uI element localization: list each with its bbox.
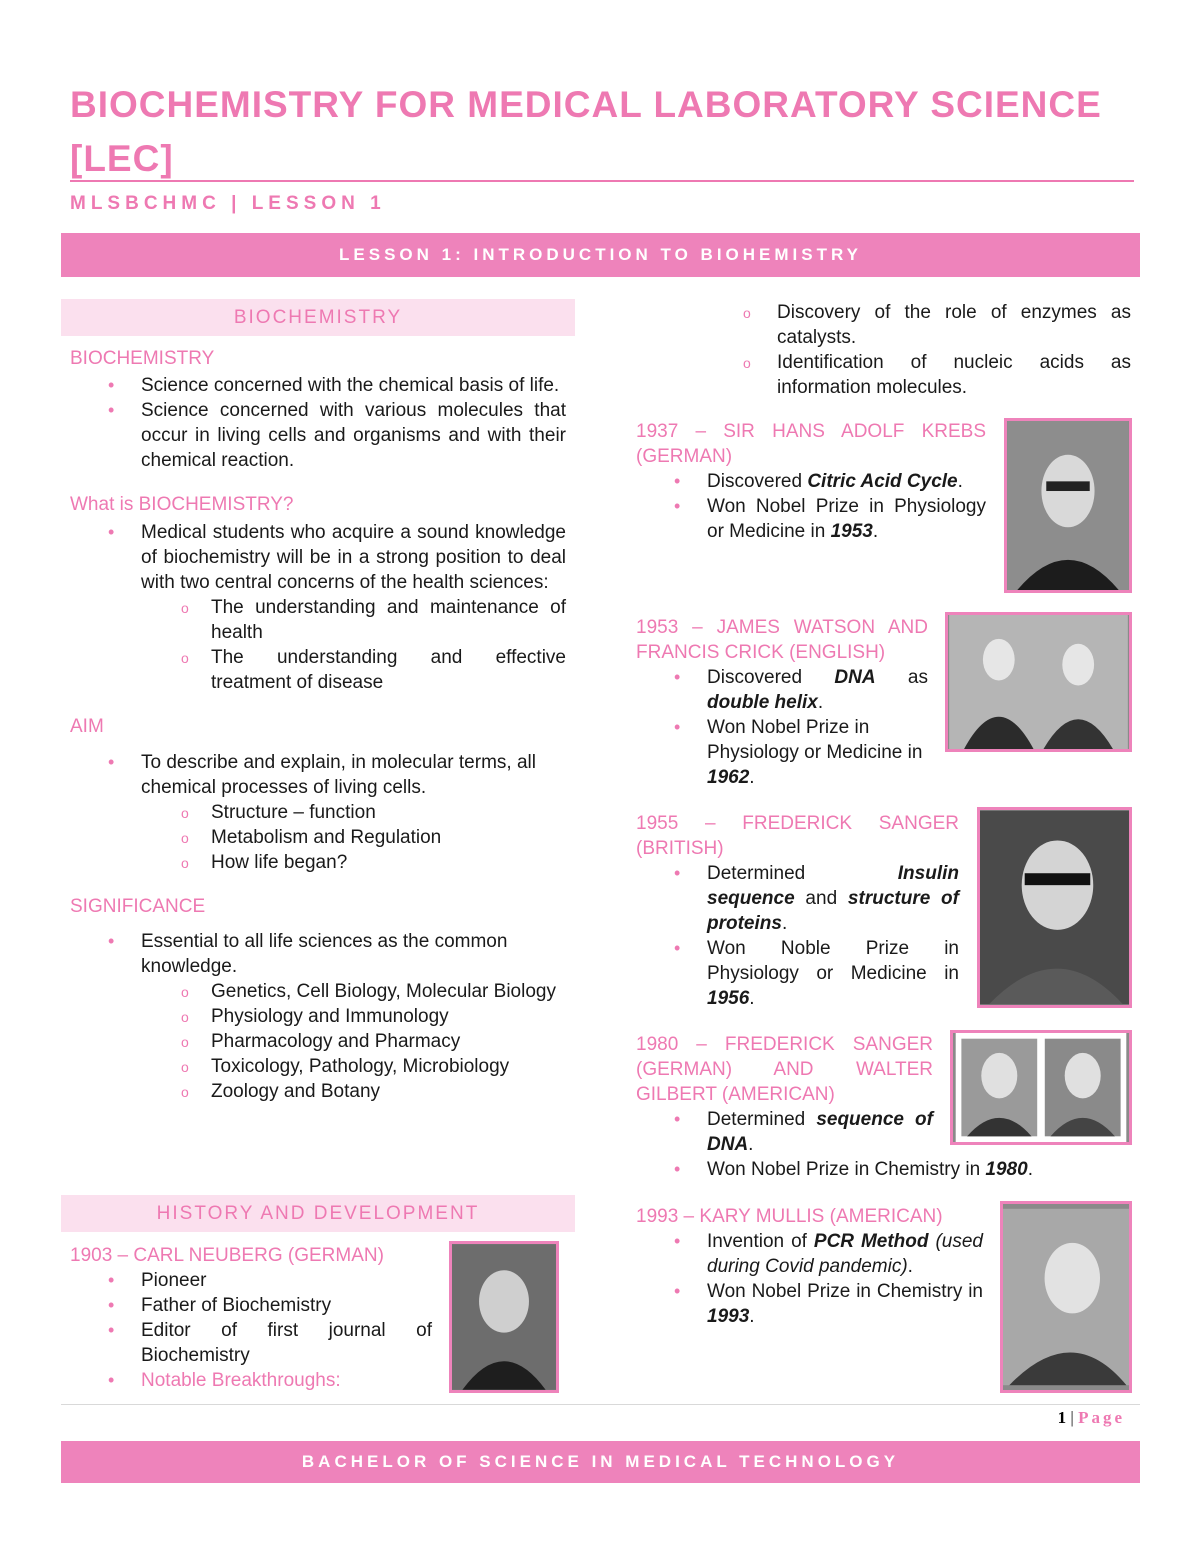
sub-bullet: o Discovery of the role of enzymes as catalysts.	[743, 302, 1131, 348]
bullet: • Pioneer	[70, 1268, 432, 1293]
photo-watson-crick	[945, 612, 1132, 752]
portrait-icon	[948, 615, 1129, 749]
significance-bullets	[70, 929, 566, 1104]
bullet: • Essential to all life sciences as the common knowledge.	[70, 929, 566, 979]
heading-significance: SIGNIFICANCE	[70, 896, 206, 917]
page-subtitle: MLSBCHMC | LESSON 1	[70, 193, 386, 214]
page-number: 1 | Page	[1057, 1408, 1125, 1427]
photo-neuberg	[449, 1241, 559, 1393]
sanger-bullets	[636, 861, 959, 1011]
mullis-bullets	[636, 1229, 983, 1329]
sanger-block	[636, 811, 959, 1011]
neuberg-bullets	[70, 1268, 432, 1393]
heading-krebs: 1937 – SIR HANS ADOLF KREBS (GERMAN)	[636, 421, 986, 467]
sub-bullet: o Pharmacology and Pharmacy	[70, 1029, 566, 1054]
sub-bullet: o The understanding and effective treatment of disease	[70, 645, 566, 695]
sub-bullet: o The understanding and maintenance of health	[70, 595, 566, 645]
heading-neuberg: 1903 – CARL NEUBERG (GERMAN)	[70, 1245, 384, 1266]
sub-bullet: o Zoology and Botany	[70, 1079, 566, 1104]
bullet-notable: • Notable Breakthroughs:	[70, 1368, 432, 1393]
krebs-block	[636, 419, 986, 544]
bullet: • Medical students who acquire a sound knowledge of biochemistry will be in a strong position to deal with two central concerns of the health sciences:	[70, 520, 566, 595]
aim-bullets	[70, 750, 566, 875]
left-column-top	[70, 346, 566, 1104]
portrait-icon	[1003, 1204, 1129, 1390]
sub-bullet: o Genetics, Cell Biology, Molecular Biology	[70, 979, 566, 1004]
gilbert-bullets	[636, 1107, 1033, 1182]
photo-sanger	[977, 807, 1132, 1008]
heading-aim: AIM	[70, 716, 104, 737]
lesson-banner: LESSON 1: INTRODUCTION TO BIOHEMISTRY	[61, 233, 1140, 277]
biochem-bullets	[70, 373, 566, 473]
sub-bullet: o Identification of nucleic acids as information molecules.	[743, 352, 1131, 398]
mullis-block	[636, 1204, 983, 1329]
breakthroughs-block	[707, 300, 1131, 400]
portrait-icon	[980, 810, 1129, 1005]
breakthrough-sub-bullets	[707, 300, 1131, 400]
bullet: • Determined sequence of DNA.	[636, 1107, 933, 1157]
bullet: • Won Nobel Prize in Chemistry in 1980.	[636, 1157, 1127, 1182]
heading-sanger-gilbert: 1980 – FREDERICK SANGER (GERMAN) AND WALTER GILBERT (AMERICAN)	[636, 1034, 933, 1105]
neuberg-block	[70, 1243, 432, 1393]
section-header-history: HISTORY AND DEVELOPMENT	[61, 1195, 575, 1232]
portrait-icon	[452, 1244, 556, 1390]
portrait-icon	[1007, 421, 1129, 590]
sub-bullet: o How life began?	[70, 850, 566, 875]
sub-bullet: o Metabolism and Regulation	[70, 825, 566, 850]
page-title: BIOCHEMISTRY FOR MEDICAL LABORATORY SCIENCE [LEC]	[70, 84, 1102, 179]
bullet: • Father of Biochemistry	[70, 1293, 432, 1318]
section-header-biochemistry: BIOCHEMISTRY	[61, 299, 575, 336]
footer-banner: BACHELOR OF SCIENCE IN MEDICAL TECHNOLOGY	[61, 1441, 1140, 1483]
heading-what-is: What is BIOCHEMISTRY?	[70, 494, 294, 515]
krebs-bullets	[636, 469, 986, 544]
photo-mullis	[1000, 1201, 1132, 1393]
bullet: • Discovered Citric Acid Cycle.	[636, 469, 986, 494]
heading-sanger: 1955 – FREDERICK SANGER (BRITISH)	[636, 813, 959, 859]
bullet: • Invention of PCR Method (used during Covid pandemic).	[636, 1229, 983, 1279]
photo-sanger-gilbert	[950, 1030, 1132, 1145]
bullet: • Editor of first journal of Biochemistry	[70, 1318, 432, 1368]
what-bullets	[70, 520, 566, 695]
sub-bullet: o Structure – function	[70, 800, 566, 825]
sanger-gilbert-block	[636, 1032, 1033, 1182]
bullet: • Won Noble Prize in Physiology or Medicine in 1956.	[636, 936, 959, 1011]
photo-krebs	[1004, 418, 1132, 593]
bullet: • Won Nobel Prize in Physiology or Medicine in 1962.	[636, 715, 928, 790]
bullet: • Discovered DNA as double helix.	[636, 665, 928, 715]
heading-mullis: 1993 – KARY MULLIS (AMERICAN)	[636, 1206, 943, 1227]
watson-crick-block	[636, 615, 928, 790]
bullet: • Science concerned with various molecules that occur in living cells and organisms and with their chemical reaction.	[70, 398, 566, 473]
watson-bullets	[636, 665, 928, 790]
sub-bullet: o Physiology and Immunology	[70, 1004, 566, 1029]
bullet: • Determined Insulin sequence and structure of proteins.	[636, 861, 959, 936]
bullet: • Science concerned with the chemical basis of life.	[70, 373, 566, 398]
bullet: • Won Nobel Prize in Physiology or Medicine in 1953.	[636, 494, 986, 544]
bullet: • Won Nobel Prize in Chemistry in 1993.	[636, 1279, 983, 1329]
heading-biochemistry: BIOCHEMISTRY	[70, 348, 215, 369]
heading-watson-crick: 1953 – JAMES WATSON AND FRANCIS CRICK (ENGLISH)	[636, 617, 928, 663]
portrait-icon	[953, 1033, 1129, 1142]
sub-bullet: o Toxicology, Pathology, Microbiology	[70, 1054, 566, 1079]
footer-divider	[61, 1404, 1140, 1405]
bullet: • To describe and explain, in molecular terms, all chemical processes of living cells.	[70, 750, 566, 800]
title-divider	[70, 180, 1134, 182]
